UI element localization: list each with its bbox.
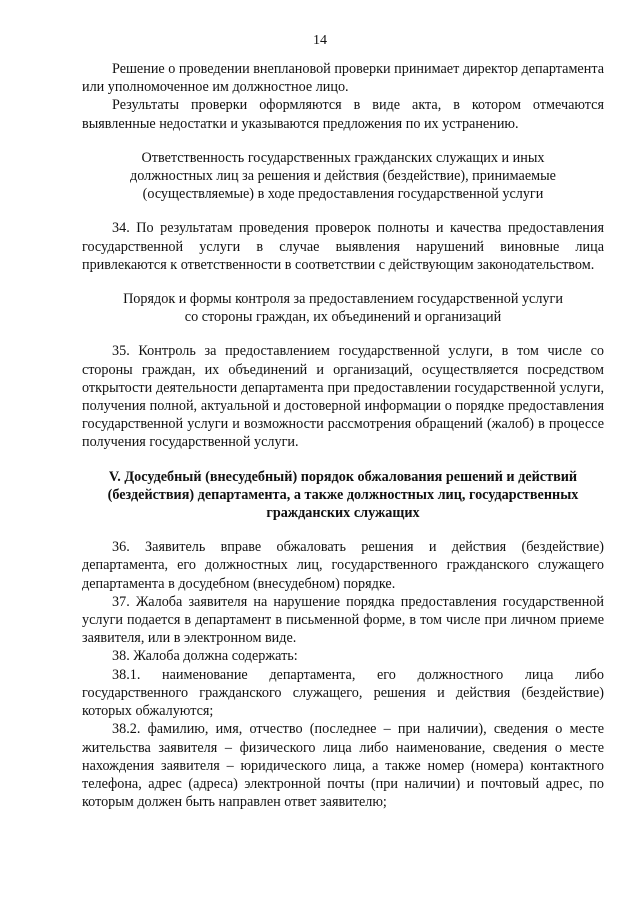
page-number: 14 <box>313 33 327 48</box>
paragraph-38: 38. Жалоба должна содержать: <box>112 648 298 665</box>
paragraph-inspection-results: Результаты проверки оформляются в виде акта, в котором отмечаются выявленные недостатки и указываются предложения по их устранению. <box>82 97 604 132</box>
heading-section-v: V. Досудебный (внесудебный) порядок обжалования решений и действий (бездействия) департамента, а также должностных лиц, государственных гражданских служащих <box>107 468 579 522</box>
paragraph-36: 36. Заявитель вправе обжаловать решения и действия (бездействие) департамента, его должностных лиц, государственного гражданского служащего департамента в досудебном (внесудебном) порядке. <box>82 539 604 592</box>
heading-control-forms: Порядок и формы контроля за предоставлением государственной услуги со стороны граждан, их объединений и организаций <box>123 291 563 326</box>
paragraph-inspection-decision: Решение о проведении внеплановой проверки принимает директор департамента или уполномоченное им должностное лицо. <box>82 61 604 96</box>
document-body <box>82 60 604 811</box>
paragraph-38-1: 38.1. наименование департамента, его должностного лица либо государственного гражданского служащего, решения и действия (бездействие) которых обжалуются; <box>82 666 604 720</box>
heading-responsibility: Ответственность государственных гражданских служащих и иных должностных лиц за решения и действия (бездействие), принимаемые (осуществляемые) в ходе предоставления государственной услуги <box>130 149 556 203</box>
paragraph-35: 35. Контроль за предоставлением государственной услуги, в том числе со стороны граждан, их объединений и организаций, осуществляется посредством открытости деятельности департамента при предоставлении государственной услуги, получения полной, актуальной и достоверной информации о порядке предоставления государственной услуги и возможности рассмотрения обращений (жалоб) в процессе получения государственной услуги. <box>82 343 604 451</box>
paragraph-37: 37. Жалоба заявителя на нарушение порядка предоставления государственной услуги подается в департамент в письменной форме, в том числе при личном приеме заявителя, или в электронном виде. <box>82 593 604 647</box>
paragraph-34: 34. По результатам проведения проверок полноты и качества предоставления государственной услуги в случае выявления нарушений виновные лица привлекаются к ответственности в соответствии с действующим законодательством. <box>82 220 604 273</box>
paragraph-38-2: 38.2. фамилию, имя, отчество (последнее – при наличии), сведения о месте жительства заявителя – физического лица либо наименование, сведения о месте нахождения заявителя – юридического лица, а также номер (номера) контактного телефона, адрес (адреса) электронной почты (при наличии) и почтовый адрес, по которым должен быть направлен ответ заявителю; <box>82 721 604 811</box>
